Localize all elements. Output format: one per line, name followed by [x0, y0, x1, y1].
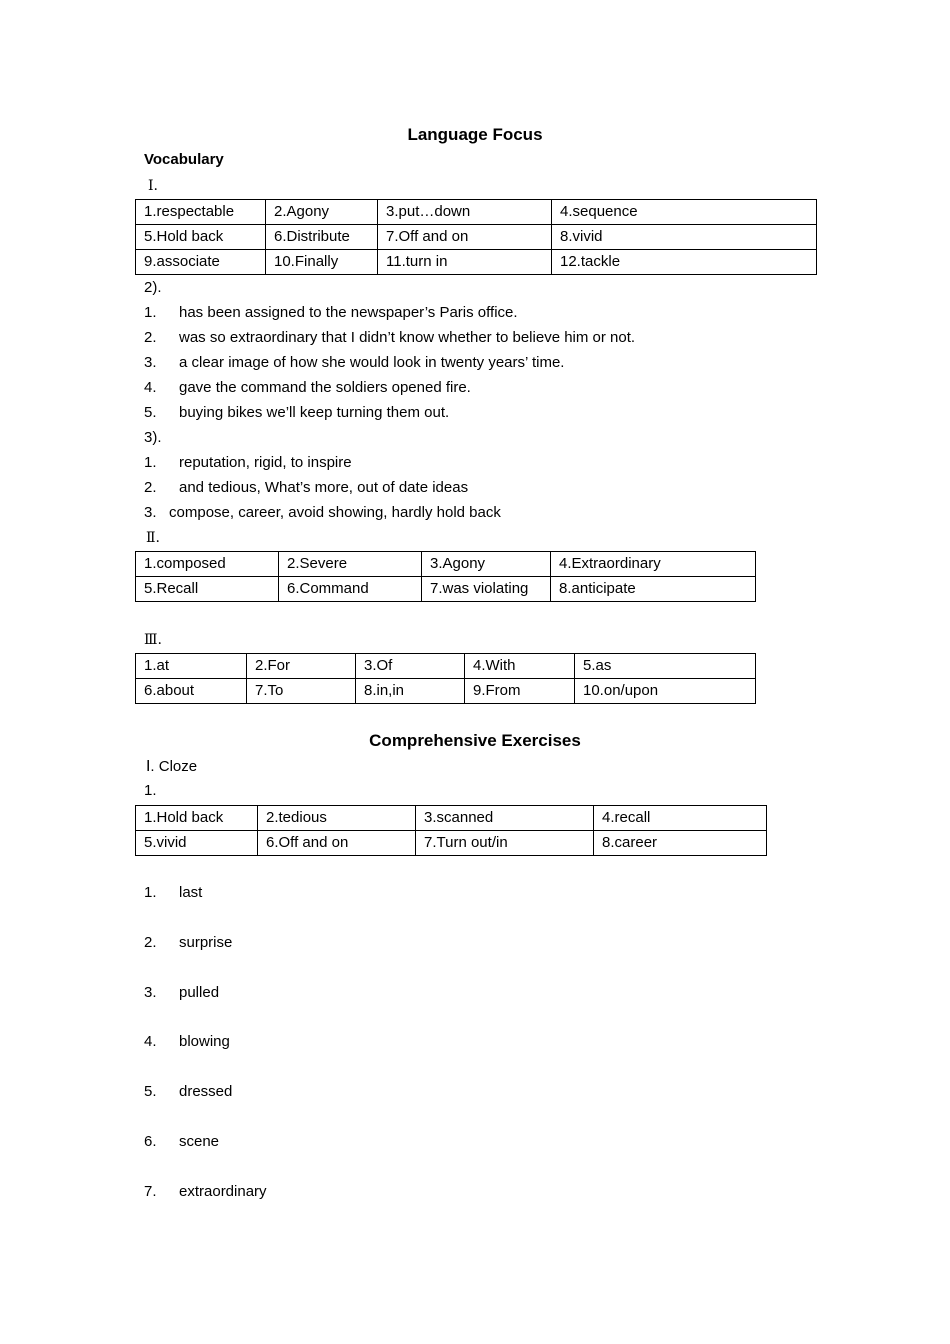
item-number: 4.	[144, 379, 157, 396]
item-number: 5.	[144, 1083, 157, 1100]
table-cell: 9.From	[465, 679, 575, 704]
table-row	[136, 552, 756, 577]
item-text: gave the command the soldiers opened fire.	[179, 379, 471, 396]
table-cell: 4.recall	[594, 806, 767, 831]
table-cell: 8.vivid	[552, 225, 817, 250]
item-text: was so extraordinary that I didn’t know whether to believe him or not.	[179, 329, 636, 346]
cloze-label: Ⅰ. Cloze	[146, 758, 198, 775]
table-row	[136, 200, 817, 225]
table-row	[136, 654, 756, 679]
table-row	[136, 577, 756, 602]
table-cell: 6.about	[136, 679, 247, 704]
item-text: reputation, rigid, to inspire	[179, 454, 352, 471]
list-item	[144, 983, 219, 1003]
section-label-2: Ⅱ.	[146, 530, 160, 546]
item-text: extraordinary	[179, 1183, 267, 1200]
vocabulary-table-1	[135, 199, 817, 275]
table-row	[136, 831, 767, 856]
item-number: 4.	[144, 1033, 157, 1050]
table-cell: 7.Turn out/in	[416, 831, 594, 856]
table-cell: 1.at	[136, 654, 247, 679]
item-text: buying bikes we’ll keep turning them out.	[179, 404, 450, 421]
section-title: Comprehensive Exercises	[369, 731, 581, 750]
item-text: and tedious, What’s more, out of date ideas	[179, 479, 469, 496]
item-number: 2.	[144, 479, 157, 496]
table-cell: 1.respectable	[136, 200, 266, 225]
item-text: dressed	[179, 1083, 233, 1100]
item-text: has been assigned to the newspaper’s Paris office.	[179, 304, 518, 321]
table-cell: 2.For	[247, 654, 356, 679]
section-label-3: Ⅲ.	[144, 632, 162, 648]
item-text: last	[179, 884, 203, 901]
sub-label: 1.	[144, 782, 157, 799]
table-cell: 12.tackle	[552, 250, 817, 275]
item-number: 1.	[144, 454, 157, 471]
item-number: 5.	[144, 404, 157, 421]
list-item	[144, 453, 352, 473]
table-cell: 7.Off and on	[378, 225, 552, 250]
list-item	[144, 328, 635, 348]
table-cell: 3.Agony	[422, 552, 551, 577]
item-number: 2.	[144, 329, 157, 346]
table-cell: 8.career	[594, 831, 767, 856]
table-cell: 3.put…down	[378, 200, 552, 225]
table-cell: 4.sequence	[552, 200, 817, 225]
page-title: Language Focus	[407, 125, 543, 144]
item-number: 7.	[144, 1183, 157, 1200]
list-item	[144, 378, 471, 398]
vocabulary-table-2	[135, 551, 756, 602]
sub-label-2: 2).	[144, 279, 162, 296]
list-item: 3. compose, career, avoid showing, hardly hold back	[144, 504, 501, 521]
table-cell: 4.Extraordinary	[551, 552, 756, 577]
table-cell: 9.associate	[136, 250, 266, 275]
table-row	[136, 225, 817, 250]
item-text: blowing	[179, 1033, 230, 1050]
item-number: 3.	[144, 984, 157, 1001]
table-cell: 7.was violating	[422, 577, 551, 602]
table-cell: 5.vivid	[136, 831, 258, 856]
table-cell: 5.Recall	[136, 577, 279, 602]
table-row	[136, 679, 756, 704]
table-cell: 6.Off and on	[258, 831, 416, 856]
list-item	[144, 933, 232, 953]
table-row	[136, 250, 817, 275]
list-item	[144, 1032, 230, 1052]
item-number: 1.	[144, 304, 157, 321]
table-cell: 11.turn in	[378, 250, 552, 275]
table-cell: 2.tedious	[258, 806, 416, 831]
section-label-1: Ⅰ.	[148, 178, 158, 194]
list-item	[144, 883, 202, 903]
list-item	[144, 1182, 267, 1202]
item-number: 3.	[144, 354, 157, 371]
item-number: 6.	[144, 1133, 157, 1150]
table-cell: 6.Command	[279, 577, 422, 602]
table-cell: 6.Distribute	[266, 225, 378, 250]
item-number: 2.	[144, 934, 157, 951]
table-cell: 8.in,in	[356, 679, 465, 704]
list-item	[144, 303, 518, 323]
table-cell: 5.Hold back	[136, 225, 266, 250]
item-text: scene	[179, 1133, 220, 1150]
sub-label-3: 3).	[144, 429, 162, 446]
list-item	[144, 1082, 232, 1102]
table-cell: 2.Severe	[279, 552, 422, 577]
cloze-table	[135, 805, 767, 856]
table-row	[136, 806, 767, 831]
item-text: a clear image of how she would look in twenty years’ time.	[179, 354, 565, 371]
table-cell: 1.composed	[136, 552, 279, 577]
table-cell: 10.on/upon	[575, 679, 756, 704]
list-item	[144, 1132, 219, 1152]
list-item	[144, 478, 468, 498]
list-item	[144, 403, 449, 423]
item-text: surprise	[179, 934, 233, 951]
vocabulary-table-3	[135, 653, 756, 704]
table-cell: 10.Finally	[266, 250, 378, 275]
table-cell: 2.Agony	[266, 200, 378, 225]
table-cell: 1.Hold back	[136, 806, 258, 831]
table-cell: 4.With	[465, 654, 575, 679]
item-text: pulled	[179, 984, 220, 1001]
table-cell: 7.To	[247, 679, 356, 704]
table-cell: 5.as	[575, 654, 756, 679]
table-cell: 3.Of	[356, 654, 465, 679]
table-cell: 3.scanned	[416, 806, 594, 831]
list-item	[144, 353, 564, 373]
vocabulary-heading: Vocabulary	[144, 151, 224, 168]
table-cell: 8.anticipate	[551, 577, 756, 602]
item-number: 1.	[144, 884, 157, 901]
